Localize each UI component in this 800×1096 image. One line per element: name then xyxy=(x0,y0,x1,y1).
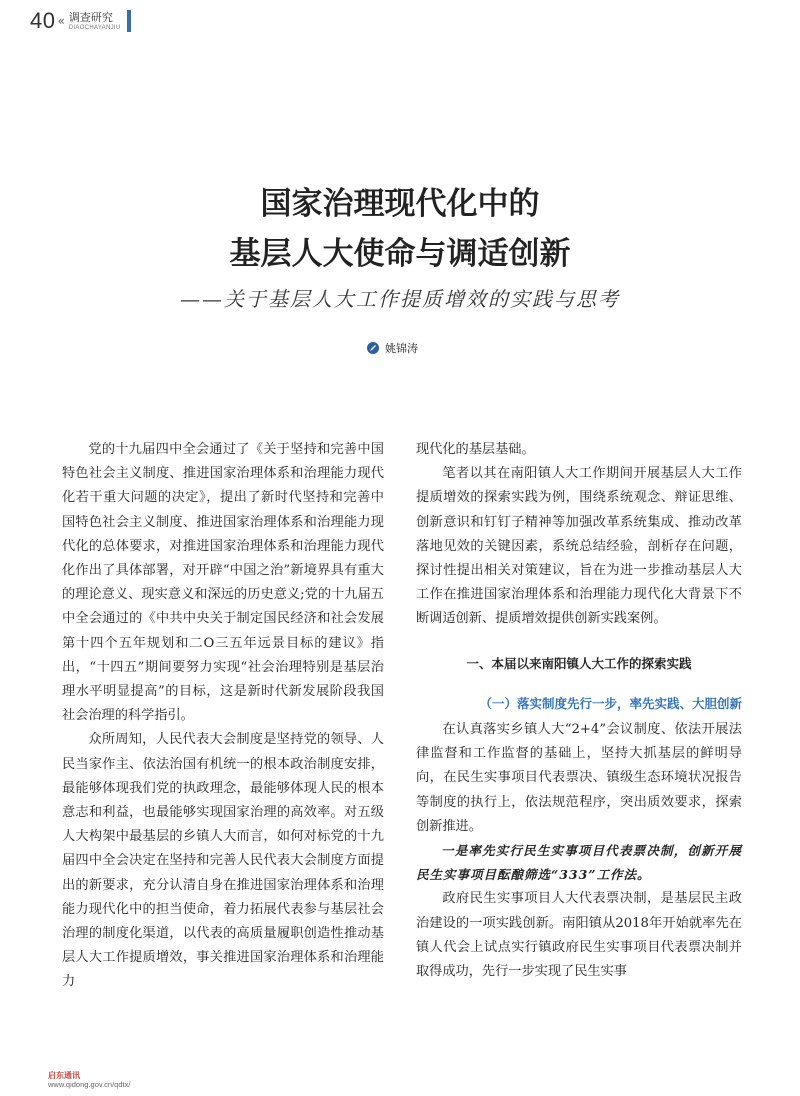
publication-url[interactable]: www.qidong.gov.cn/qdtx/ xyxy=(48,1079,131,1089)
left-column xyxy=(62,438,384,995)
publication-name: 启东通讯 xyxy=(48,1071,80,1080)
paragraph: 在认真落实乡镇人大“2+4”会议制度、依法开展法律监督和工作监督的基础上，坚持大抓基层的鲜明导向，在民生实事项目代表票决、镇级生态环境状况报告等制度的执行上，依法规范程序，突出质效要求，探索创新推进。 xyxy=(416,722,742,834)
page-footer xyxy=(48,1072,130,1089)
paragraph: 党的十九届四中全会通过了《关于坚持和完善中国特色社会主义制度、推进国家治理体系和治理能力现代化若干重大问题的决定》，提出了新时代坚持和完善中国特色社会主义制度、推进国家治理体系和治理能力现代化的总体要求，对推进国家治理体系和治理能力现代化作出了具体部署，对开辟“中国之治”新境界具有重大的理论意义、现实意义和深远的历史意义;党的十九届五中全会通过的《中共中央关于制定国民经济和社会发展第十四个五年规划和二O三五年远景目标的建议》指出，“十四五”期间要努力实现“社会治理特别是基层治理水平明显提高”的目标，这是新时代新发展阶段我国社会治理的科学指引。 xyxy=(62,442,384,724)
page-number: 40 xyxy=(30,8,56,33)
byline xyxy=(367,340,418,356)
author-name: 姚锦涛 xyxy=(385,342,418,355)
section-heading: 一、本届以来南阳镇人大工作的探索实践 xyxy=(466,655,692,671)
page-header xyxy=(30,8,131,34)
paragraph: 笔者以其在南阳镇人大工作期间开展基层人大工作提质增效的探索实践为例，围绕系统观念、辩证思维、创新意识和钉钉子精神等加强改革系统集成、推动改革落地见效的关键因素，系统总结经验，剖析存在问题，探讨性提出相关对策建议，旨在为进一步推动基层人大工作在推进国家治理体系和治理能力现代化大背景下不断调适创新、提质增效提供创新实践案例。 xyxy=(416,466,742,627)
subsection-heading: （一）落实制度先行一步，率先实践、大胆创新 xyxy=(479,695,742,711)
paragraph: 众所周知，人民代表大会制度是坚持党的领导、人民当家作主、依法治国有机统一的根本政治制度安排，最能够体现我们党的执政理念，最能够体现人民的根本意志和利益，也最能够实现国家治理的高效率。对五级人大构架中最基层的乡镇人大而言，如何对标党的十九届四中全会决定在坚持和完善人民代表大会制度方面提出的新要求，充分认清自身在推进国家治理体系和治理能力现代化中的担当使命，着力拓展代表参与基层社会治理的制度化渠道，以代表的高质量履职创造性推动基层人大工作提质增效，事关推进国家治理体系和治理能力 xyxy=(62,732,384,990)
article-title-line1: 国家治理现代化中的 xyxy=(260,186,540,222)
section-label xyxy=(69,12,121,31)
section-name-cn: 调查研究 xyxy=(68,10,113,24)
section-name-en: DIAOCHAYANJIU xyxy=(68,24,121,31)
paragraph: 政府民生实事项目人大代表票决制，是基层民主政治建设的一项实践创新。南阳镇从2018年开始就率先在镇人代会上试点实行镇政府民生实事项目代表票决制并取得成功，先行一步实现了民生实事 xyxy=(416,891,742,980)
right-column xyxy=(416,438,742,984)
emphasis-paragraph: 一是率先实行民生实事项目代表票决制，创新开展民生实事项目酝酿筛选“333”工作法。 xyxy=(416,843,742,883)
double-chevron-left-icon: « xyxy=(57,14,65,28)
section-accent-bar xyxy=(127,10,131,32)
pen-icon xyxy=(367,342,379,354)
article-title-line2: 基层人大使命与调适创新 xyxy=(229,236,571,272)
paragraph: 现代化的基层基础。 xyxy=(416,442,535,457)
article-subtitle: ——关于基层人大工作提质增效的实践与思考 xyxy=(180,287,620,311)
